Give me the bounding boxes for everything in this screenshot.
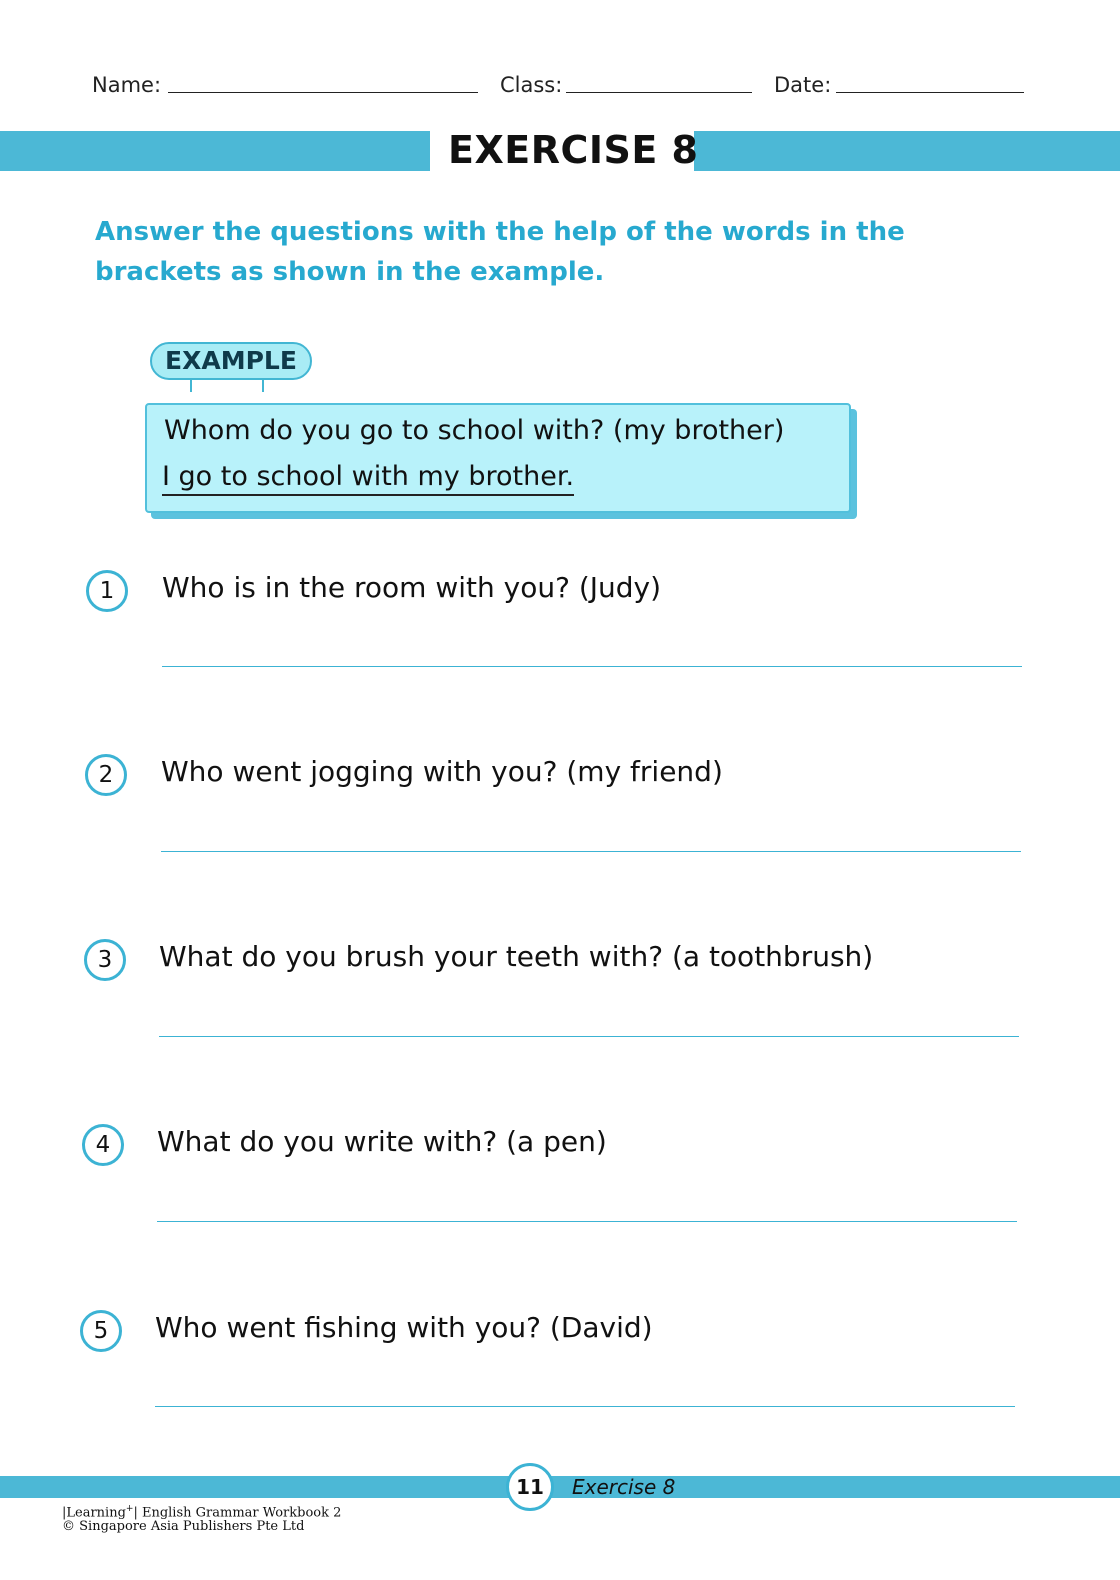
question-text: What do you brush your teeth with? (a toothbrush) bbox=[159, 940, 874, 973]
example-question: Whom do you go to school with? (my brother) bbox=[164, 415, 785, 446]
question-number-badge: 2 bbox=[85, 754, 127, 796]
footer-band bbox=[0, 1476, 1120, 1498]
instruction-text: Answer the questions with the help of the words in the brackets as shown in the example. bbox=[95, 217, 905, 287]
example-box bbox=[145, 403, 851, 513]
answer-line[interactable] bbox=[161, 851, 1021, 852]
question-number-badge: 4 bbox=[82, 1124, 124, 1166]
answer-line[interactable] bbox=[159, 1036, 1019, 1037]
question-number-badge: 1 bbox=[86, 570, 128, 612]
date-field[interactable] bbox=[836, 92, 1024, 93]
copyright-text: © Singapore Asia Publishers Pte Ltd bbox=[62, 1519, 305, 1534]
class-label: Class: bbox=[500, 73, 563, 97]
example-answer: I go to school with my brother. bbox=[162, 461, 574, 496]
example-tag: EXAMPLE bbox=[150, 342, 312, 380]
example-tag-connector bbox=[190, 380, 192, 392]
answer-line[interactable] bbox=[162, 666, 1022, 667]
example-tag-connector bbox=[262, 380, 264, 392]
page-number-badge: 11 bbox=[506, 1463, 554, 1511]
question-text: Who went jogging with you? (my friend) bbox=[161, 755, 723, 788]
question-number-badge: 5 bbox=[80, 1310, 122, 1352]
question-number-badge: 3 bbox=[84, 939, 126, 981]
footer-section-label: Exercise 8 bbox=[572, 1475, 676, 1499]
name-field[interactable] bbox=[168, 92, 478, 93]
answer-line[interactable] bbox=[157, 1221, 1017, 1222]
date-label: Date: bbox=[774, 73, 832, 97]
question-text: Who went fishing with you? (David) bbox=[155, 1311, 653, 1344]
class-field[interactable] bbox=[566, 92, 752, 93]
name-label: Name: bbox=[92, 73, 162, 97]
question-text: What do you write with? (a pen) bbox=[157, 1125, 607, 1158]
title-band-left bbox=[0, 131, 430, 171]
book-title-prefix: |Learning bbox=[62, 1505, 126, 1521]
book-title-sup: + bbox=[125, 1504, 134, 1514]
question-text: Who is in the room with you? (Judy) bbox=[162, 571, 662, 604]
book-title-suffix: | English Grammar Workbook 2 bbox=[133, 1505, 342, 1521]
title-band-right bbox=[694, 131, 1120, 171]
answer-line[interactable] bbox=[155, 1406, 1015, 1407]
page-title: EXERCISE 8 bbox=[448, 128, 699, 172]
